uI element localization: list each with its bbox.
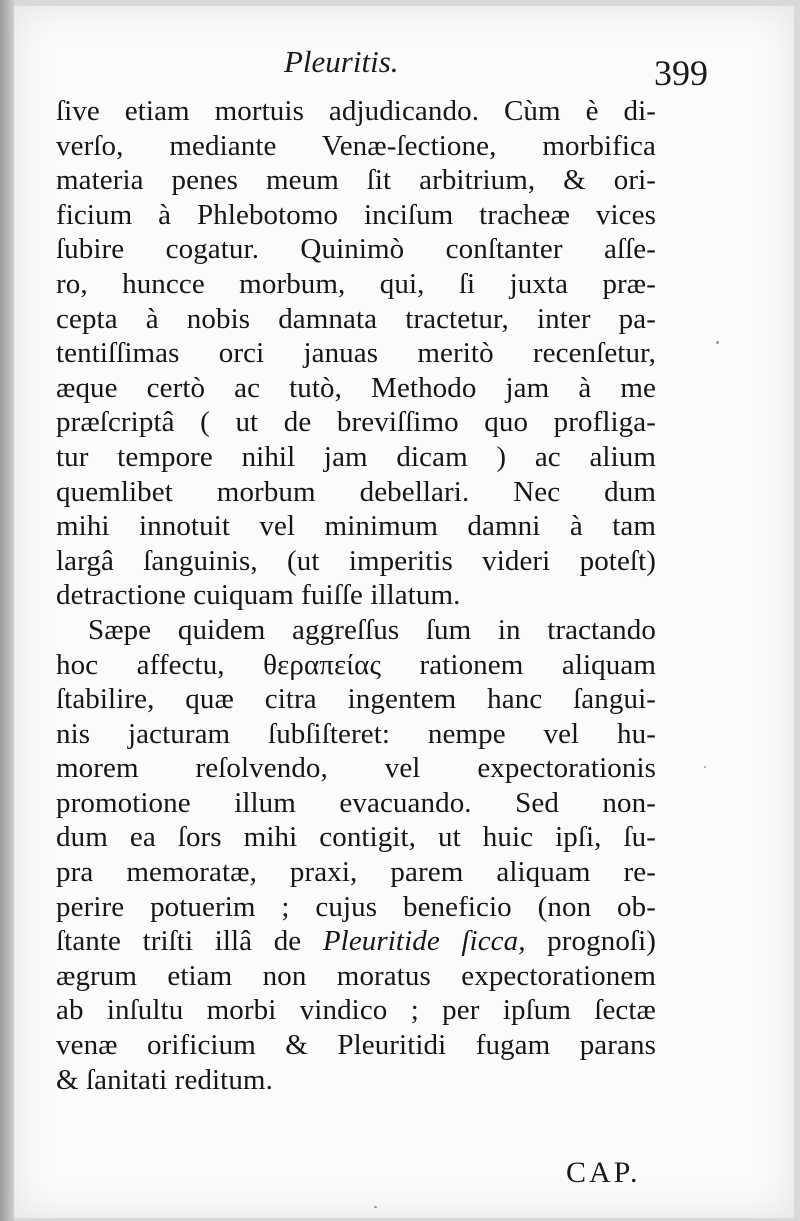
text-line: ab inſultu morbi vindico ; per ipſum ſectæ — [56, 994, 656, 1027]
text-line: æque certò ac tutò, Methodo jam à me — [56, 371, 656, 404]
text-line: dum ea ſors mihi contigit, ut huic ipſi, ſu- — [56, 821, 656, 854]
text-line: nis jacturam ſubſiſteret: nempe vel hu- — [56, 717, 656, 750]
paper-speck — [716, 341, 719, 344]
catchword: CAP. — [566, 1156, 641, 1189]
book-page — [14, 6, 794, 1218]
text-line: cepta à nobis damnata tractetur, inter pa- — [56, 302, 656, 335]
text-line: pra memoratæ, praxi, parem aliquam re- — [56, 856, 656, 889]
text-line: verſo, mediante Venæ-ſectione, morbifica — [56, 129, 656, 162]
text-line: ficium à Phlebotomo inciſum tracheæ vices — [56, 198, 656, 231]
running-title: Pleuritis. — [284, 44, 399, 79]
text-line: morem reſolvendo, vel expectorationis — [56, 752, 656, 785]
text-line: tur tempore nihil jam dicam ) ac alium — [56, 440, 656, 473]
text-line: ſive etiam mortuis adjudicando. Cùm è di- — [56, 95, 656, 127]
text-line: materia penes meum ſit arbitrium, & ori- — [56, 164, 656, 197]
text-line: & ſanitati reditum. — [56, 1063, 273, 1096]
text-line: venæ orificium & Pleuritidi fugam parans — [56, 1029, 656, 1062]
book-gutter-shadow — [0, 0, 14, 1221]
paper-speck — [704, 766, 706, 768]
italic-phrase: Pleuritide ſicca, — [322, 925, 526, 958]
text-line: largâ ſanguinis, (ut imperitis videri poteſt) — [56, 544, 656, 577]
text-line: tentiſſimas orci januas meritò recenſetur, — [56, 337, 656, 370]
text-line: ſtabilire, quæ citra ingentem hanc ſangui- — [56, 683, 656, 716]
text-line: mihi innotuit vel minimum damni à tam — [56, 510, 656, 543]
page-number: 399 — [654, 53, 708, 93]
text-line: quemlibet morbum debellari. Nec dum — [56, 475, 656, 508]
text-line: promotione illum evacuando. Sed non- — [56, 786, 656, 819]
text-line: detractione cuiquam fuiſſe illatum. — [56, 579, 461, 612]
text-line-greek: hoc affectu, θεραπείας rationem aliquam — [56, 648, 656, 681]
body-text — [56, 94, 656, 1097]
text-line-with-italic: ſtante triſti illâ de Pleuritide ſicca, prognoſi) — [56, 925, 656, 958]
text-line: ſubire cogatur. Quinimò conſtanter aſſe- — [56, 233, 656, 266]
paragraph-start-line: Sæpe quidem aggreſſus ſum in tractando — [88, 613, 656, 646]
text-line: perire potuerim ; cujus beneficio (non ob- — [56, 890, 656, 923]
text-line: ægrum etiam non moratus expectorationem — [56, 959, 656, 992]
text-line: præſcriptâ ( ut de breviſſimo quo profliga- — [56, 406, 656, 439]
text-line: ro, huncce morbum, qui, ſi juxta præ- — [56, 267, 656, 300]
paper-speck — [374, 1206, 377, 1208]
